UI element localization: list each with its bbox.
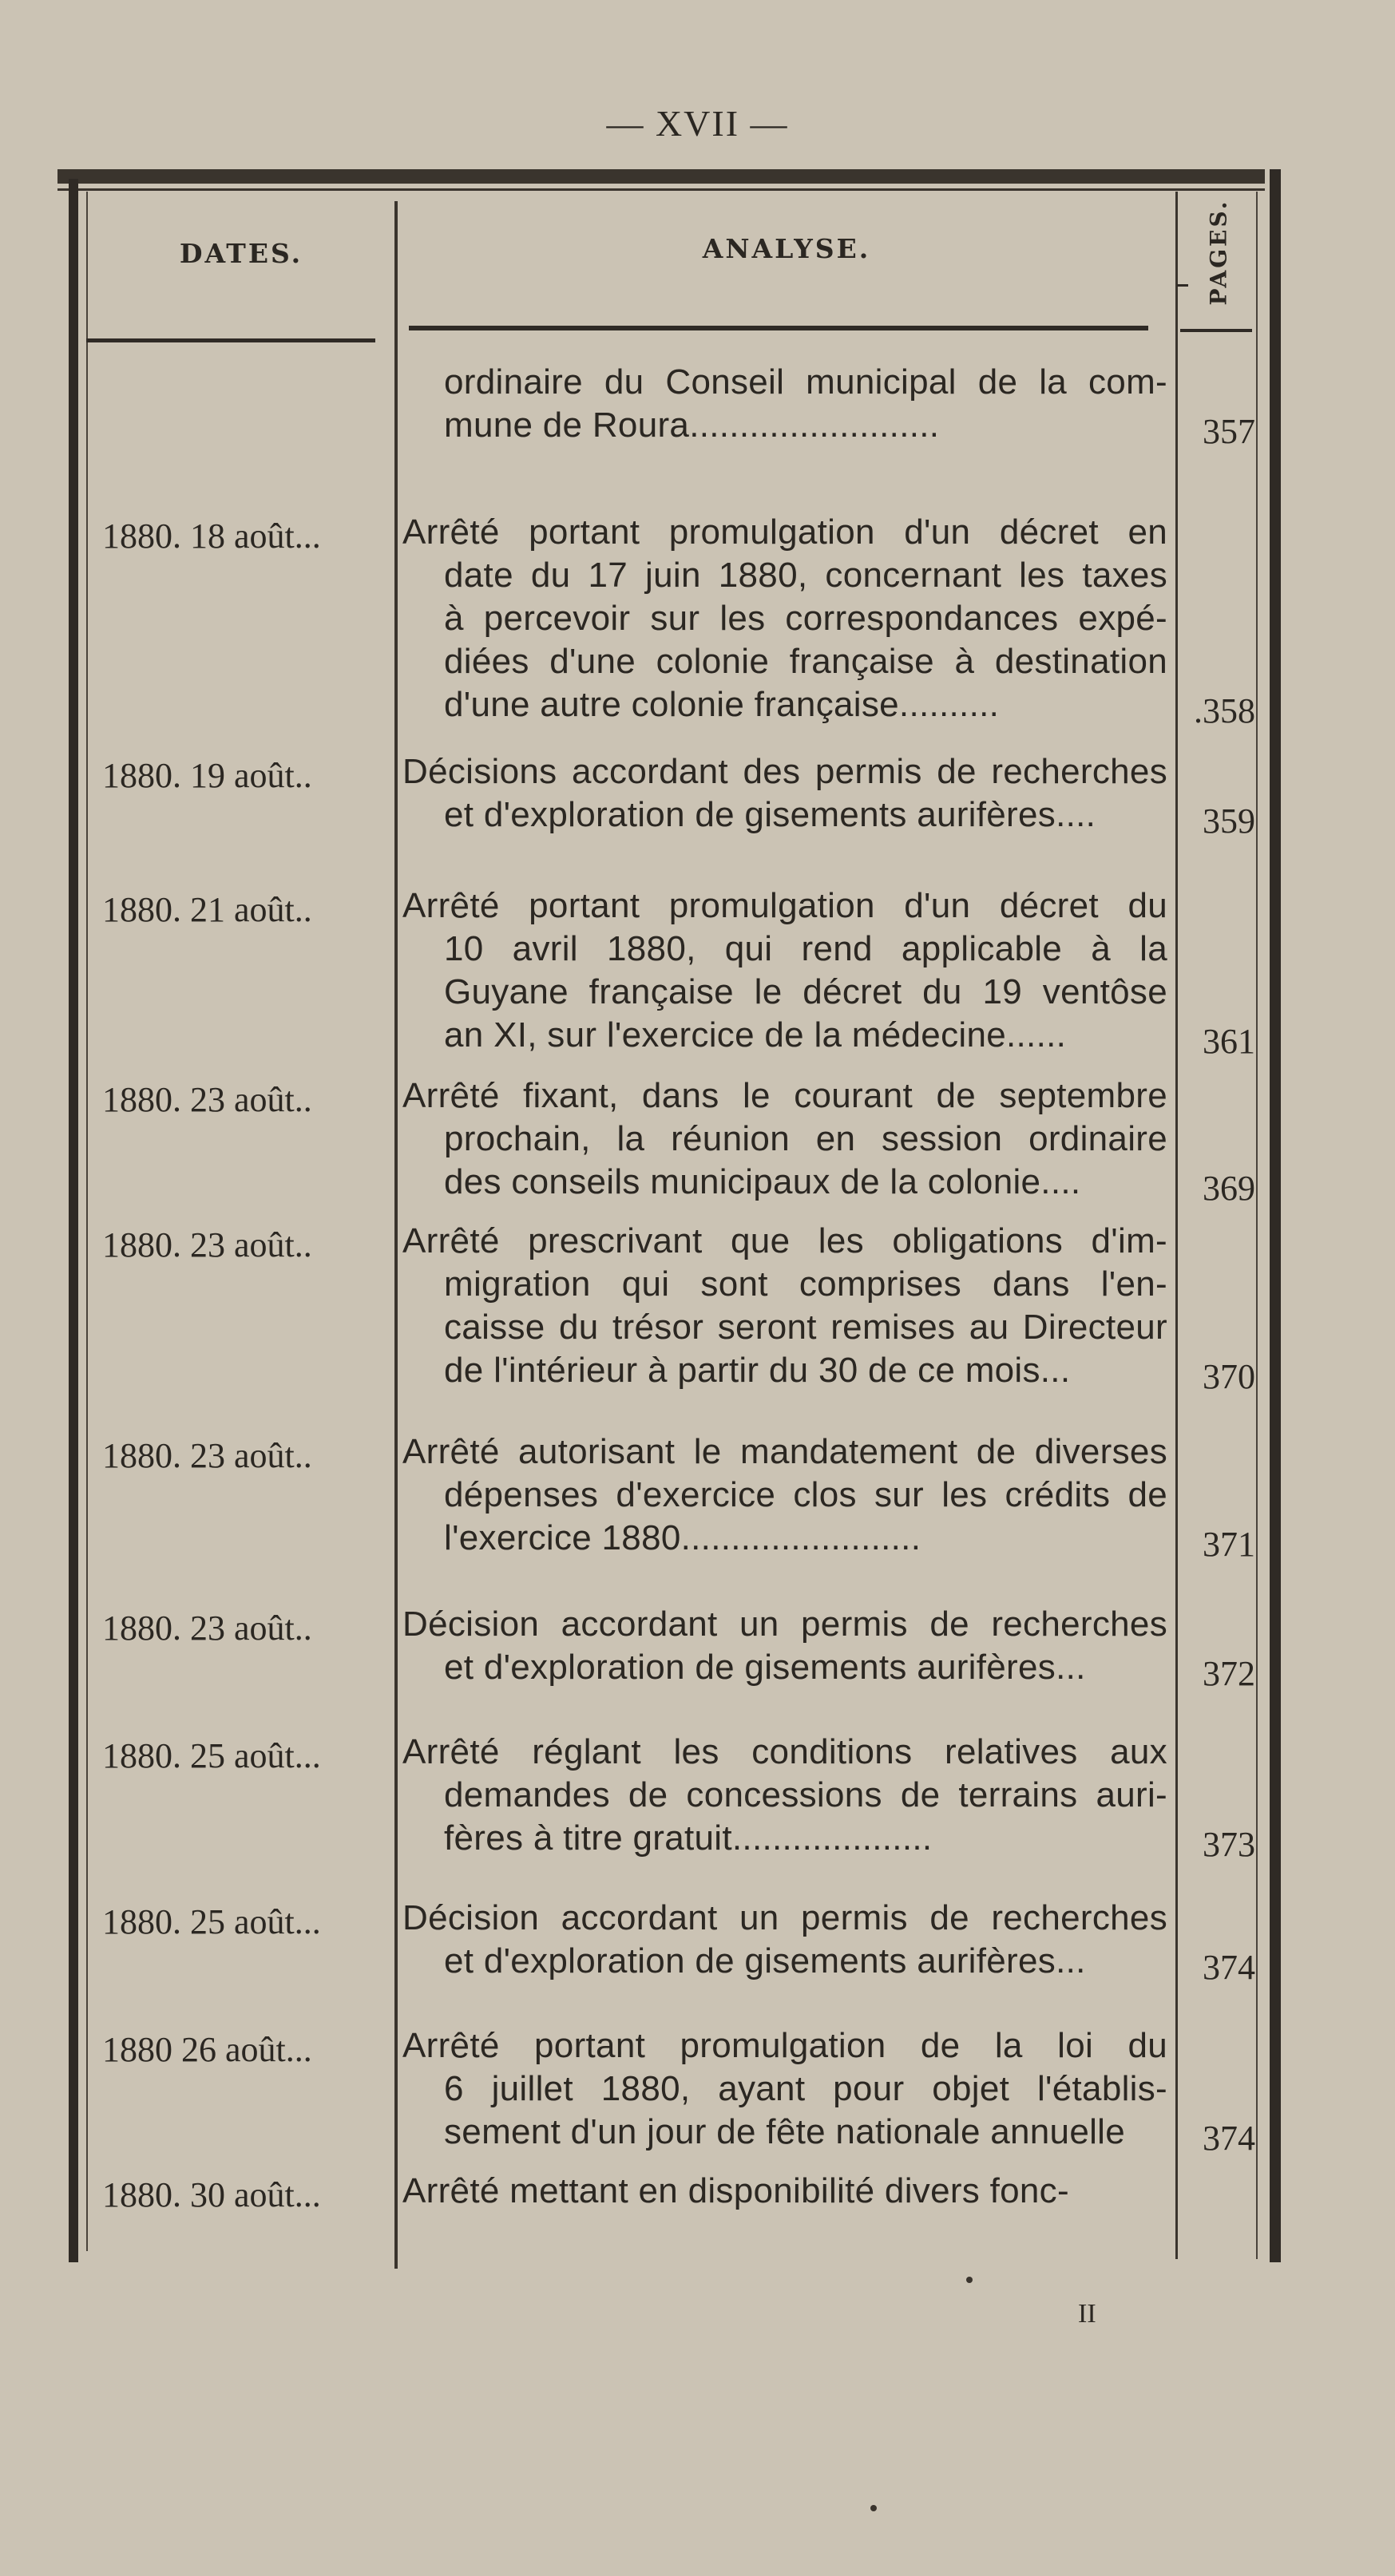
entry-page-number: 370	[1203, 1357, 1255, 1396]
entry-analysis-line: Décision accordant un permis de recherches	[402, 1605, 1167, 1644]
entry-date: 1880. 23 août..	[102, 1225, 312, 1264]
entry-analysis-line: de l'intérieur à partir du 30 de ce mois...	[444, 1351, 1071, 1390]
entry-page-number: 361	[1203, 1022, 1255, 1061]
entry-date: 1880. 23 août..	[102, 1436, 312, 1475]
entry-analysis	[402, 1897, 1167, 1983]
page-number: — XVII —	[606, 103, 789, 144]
entry-analysis	[402, 361, 1167, 447]
entry-analysis-line: Arrêté prescrivant que les obligations d'im-	[402, 1221, 1167, 1260]
table-left-rule-thin	[86, 192, 88, 2251]
entry-analysis-line: diées d'une colonie française à destination	[444, 642, 1167, 681]
column-divider-pages	[1175, 192, 1178, 2259]
entry-analysis	[402, 1220, 1167, 1392]
table-left-rule	[69, 179, 78, 2262]
entry-analysis-line: 6 juillet 1880, ayant pour objet l'établis-	[444, 2069, 1167, 2108]
entry-page-number: 371	[1203, 1525, 1255, 1564]
header-underline-pages	[1180, 329, 1252, 332]
entry-analysis-line: fères à titre gratuit....................	[444, 1818, 933, 1858]
entry-analysis-line: dépenses d'exercice clos sur les crédits de	[444, 1475, 1167, 1514]
entry-date: 1880. 25 août...	[102, 1902, 321, 1941]
column-divider-dates	[394, 201, 398, 2269]
entry-analysis-line: d'une autre colonie française..........	[444, 685, 1000, 724]
entry-page-number: 372	[1203, 1654, 1255, 1693]
entry-analysis-line: migration qui sont comprises dans l'en-	[444, 1264, 1167, 1304]
entry-page-number: .358	[1194, 691, 1255, 730]
entry-analysis-line: Arrêté réglant les conditions relatives aux	[402, 1732, 1167, 1771]
entry-analysis-line: demandes de concessions de terrains auri-	[444, 1775, 1167, 1814]
entry-page-number: 369	[1203, 1169, 1255, 1208]
entry-page-number: 359	[1203, 801, 1255, 841]
entry-page-number: 373	[1203, 1825, 1255, 1864]
ink-speck	[966, 2277, 973, 2283]
entry-page-number: 374	[1203, 1948, 1255, 1987]
entry-analysis	[402, 2170, 1167, 2213]
entry-analysis-line: ordinaire du Conseil municipal de la com-	[444, 362, 1167, 402]
entry-page-number: 357	[1203, 412, 1255, 451]
entry-analysis-line: Arrêté autorisant le mandatement de diverses	[402, 1432, 1167, 1471]
entry-date: 1880. 30 août...	[102, 2175, 321, 2214]
entry-date: 1880. 21 août..	[102, 890, 312, 929]
entry-analysis	[402, 750, 1167, 837]
entry-date: 1880. 18 août...	[102, 516, 321, 556]
column-header-analyse: ANALYSE.	[702, 233, 871, 264]
entry-analysis-line: Arrêté portant promulgation d'un décret du	[402, 886, 1167, 925]
signature-mark: II	[1078, 2299, 1096, 2329]
entry-analysis	[402, 1603, 1167, 1689]
table-top-rule-thin	[57, 188, 1265, 191]
entry-analysis-line: des conseils municipaux de la colonie....	[444, 1162, 1081, 1201]
entry-page-number: 374	[1203, 2119, 1255, 2158]
entry-analysis	[402, 511, 1167, 726]
table-top-rule	[57, 169, 1265, 184]
entry-analysis	[402, 1074, 1167, 1204]
entry-analysis-line: Arrêté portant promulgation de la loi du	[402, 2026, 1167, 2065]
entry-analysis	[402, 1430, 1167, 1560]
entry-analysis-line: Décisions accordant des permis de recherches	[402, 752, 1167, 791]
header-tick-rule	[1177, 284, 1188, 287]
entry-analysis-line: Arrêté fixant, dans le courant de septembre	[402, 1076, 1167, 1115]
entry-analysis	[402, 884, 1167, 1057]
entry-analysis-line: et d'exploration de gisements aurifères....	[444, 795, 1096, 834]
entry-date: 1880. 25 août...	[102, 1736, 321, 1775]
entry-analysis-line: Arrêté portant promulgation d'un décret en	[402, 512, 1167, 552]
entry-analysis-line: l'exercice 1880........................	[444, 1518, 921, 1557]
entry-analysis-line: sement d'un jour de fête nationale annuelle	[444, 2112, 1126, 2151]
header-underline-dates	[86, 338, 375, 342]
entry-analysis-line: caisse du trésor seront remises au Directeur	[444, 1308, 1167, 1347]
entry-analysis-line: et d'exploration de gisements aurifères...	[444, 1648, 1086, 1687]
entry-analysis-line: Guyane française le décret du 19 ventôse	[444, 972, 1167, 1011]
entry-analysis-line: Décision accordant un permis de recherches	[402, 1898, 1167, 1937]
column-header-pages: PAGES.	[1205, 199, 1232, 306]
column-header-dates: DATES.	[179, 238, 303, 269]
ink-speck	[870, 2505, 877, 2511]
table-right-rule	[1270, 169, 1281, 2262]
entry-analysis-line: 10 avril 1880, qui rend applicable à la	[444, 929, 1167, 968]
entry-date: 1880. 19 août..	[102, 756, 312, 795]
entry-analysis-line: an XI, sur l'exercice de la médecine......	[444, 1015, 1067, 1055]
entry-analysis	[402, 1731, 1167, 1860]
header-underline-analyse	[409, 326, 1148, 330]
entry-analysis-line: à percevoir sur les correspondances expé-	[444, 599, 1167, 638]
entry-analysis-line: prochain, la réunion en session ordinaire	[444, 1119, 1167, 1158]
table-right-rule-thin	[1256, 192, 1258, 2259]
entry-analysis-line: date du 17 juin 1880, concernant les taxes	[444, 556, 1167, 595]
entry-date: 1880. 23 août..	[102, 1609, 312, 1648]
entry-date: 1880. 23 août..	[102, 1080, 312, 1119]
entry-analysis-line: mune de Roura.........................	[444, 406, 940, 445]
entry-analysis-line: Arrêté mettant en disponibilité divers fonc-	[402, 2171, 1069, 2210]
entry-analysis-line: et d'exploration de gisements aurifères...	[444, 1941, 1086, 1980]
entry-date: 1880 26 août...	[102, 2030, 312, 2069]
entry-analysis	[402, 2024, 1167, 2154]
